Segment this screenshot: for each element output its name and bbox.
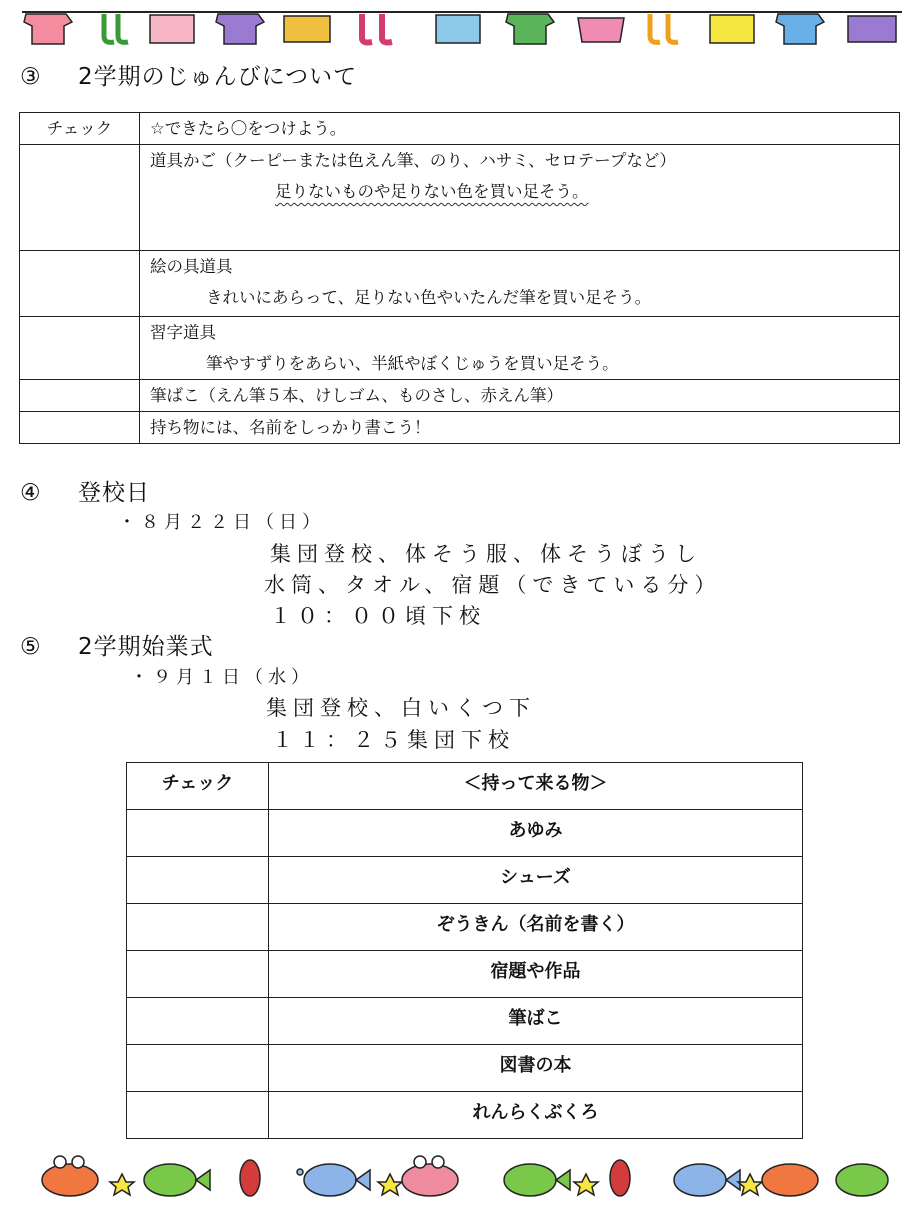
table-row bbox=[20, 317, 900, 380]
items-column-header: ＜持って来る物＞ bbox=[269, 763, 803, 810]
section-heading-school-day bbox=[20, 474, 150, 507]
check-box-cell[interactable] bbox=[127, 810, 269, 857]
item-cell: 図書の本 bbox=[269, 1045, 803, 1092]
item-cell: 絵の具道具 きれいにあらって、足りない色やいたんだ筆を買い足そう。 bbox=[140, 251, 900, 317]
table-row bbox=[127, 810, 803, 857]
table-row bbox=[127, 904, 803, 951]
check-column-header: チェック bbox=[127, 763, 269, 810]
item-cell: 宿題や作品 bbox=[269, 951, 803, 998]
school-day-dismissal: １０：００頃下校 bbox=[270, 604, 486, 628]
table-header-row bbox=[20, 113, 900, 145]
table-row bbox=[20, 251, 900, 317]
school-day-detail: 水筒、タオル、宿題（できている分） bbox=[264, 573, 722, 597]
section-title: 2学期のじゅんびについて bbox=[78, 64, 358, 90]
item-cell: れんらくぶくろ bbox=[269, 1092, 803, 1139]
preparation-checklist-table bbox=[19, 112, 900, 444]
item-cell: 持ち物には、名前をしっかり書こう！ bbox=[140, 412, 900, 444]
item-cell: 筆ばこ（えん筆５本、けしゴム、ものさし、赤えん筆） bbox=[140, 380, 900, 412]
table-row bbox=[20, 412, 900, 444]
table-row bbox=[127, 951, 803, 998]
item-cell: あゆみ bbox=[269, 810, 803, 857]
check-box-cell[interactable] bbox=[20, 380, 140, 412]
table-row bbox=[20, 380, 900, 412]
section-number: ⑤ bbox=[20, 634, 42, 660]
table-row bbox=[127, 857, 803, 904]
item-cell: 筆ばこ bbox=[269, 998, 803, 1045]
note-column-header: ☆できたら〇をつけよう。 bbox=[140, 113, 900, 145]
check-box-cell[interactable] bbox=[20, 317, 140, 380]
section-number: ④ bbox=[20, 480, 42, 506]
check-box-cell[interactable] bbox=[127, 1045, 269, 1092]
check-box-cell[interactable] bbox=[127, 951, 269, 998]
check-box-cell[interactable] bbox=[20, 412, 140, 444]
section-number: ③ bbox=[20, 64, 42, 90]
section-title: 2学期始業式 bbox=[78, 634, 214, 660]
item-cell: 習字道具 筆やすずりをあらい、半紙やぼくじゅうを買い足そう。 bbox=[140, 317, 900, 380]
table-row bbox=[127, 1045, 803, 1092]
section-heading-preparation bbox=[20, 58, 357, 91]
item-cell: 道具かご（クーピーまたは色えん筆、のり、ハサミ、セロテープなど） 足りないものや足りない色を買い足そう。 bbox=[140, 145, 900, 251]
sea-creature-border bbox=[30, 1152, 900, 1204]
check-box-cell[interactable] bbox=[20, 145, 140, 251]
check-box-cell[interactable] bbox=[127, 857, 269, 904]
clothesline-border bbox=[22, 6, 902, 46]
table-row bbox=[20, 145, 900, 251]
check-box-cell[interactable] bbox=[127, 904, 269, 951]
check-box-cell[interactable] bbox=[20, 251, 140, 317]
item-cell: ぞうきん（名前を書く） bbox=[269, 904, 803, 951]
ceremony-detail: 集団登校、白いくつ下 bbox=[266, 696, 536, 720]
check-box-cell[interactable] bbox=[127, 1092, 269, 1139]
table-row bbox=[127, 998, 803, 1045]
check-column-header: チェック bbox=[20, 113, 140, 145]
check-box-cell[interactable] bbox=[127, 998, 269, 1045]
item-cell: シューズ bbox=[269, 857, 803, 904]
ceremony-date: ・９月１日（水） bbox=[130, 667, 314, 688]
school-day-detail: 集団登校、体そう服、体そうぼうし bbox=[270, 542, 702, 566]
section-heading-opening-ceremony bbox=[20, 628, 214, 661]
school-day-date: ・８月２２日（日） bbox=[118, 512, 325, 533]
section-title: 登校日 bbox=[78, 480, 150, 506]
table-row bbox=[127, 1092, 803, 1139]
items-to-bring-table bbox=[126, 762, 803, 1139]
table-header-row bbox=[127, 763, 803, 810]
ceremony-dismissal: １１：２５集団下校 bbox=[272, 728, 515, 752]
